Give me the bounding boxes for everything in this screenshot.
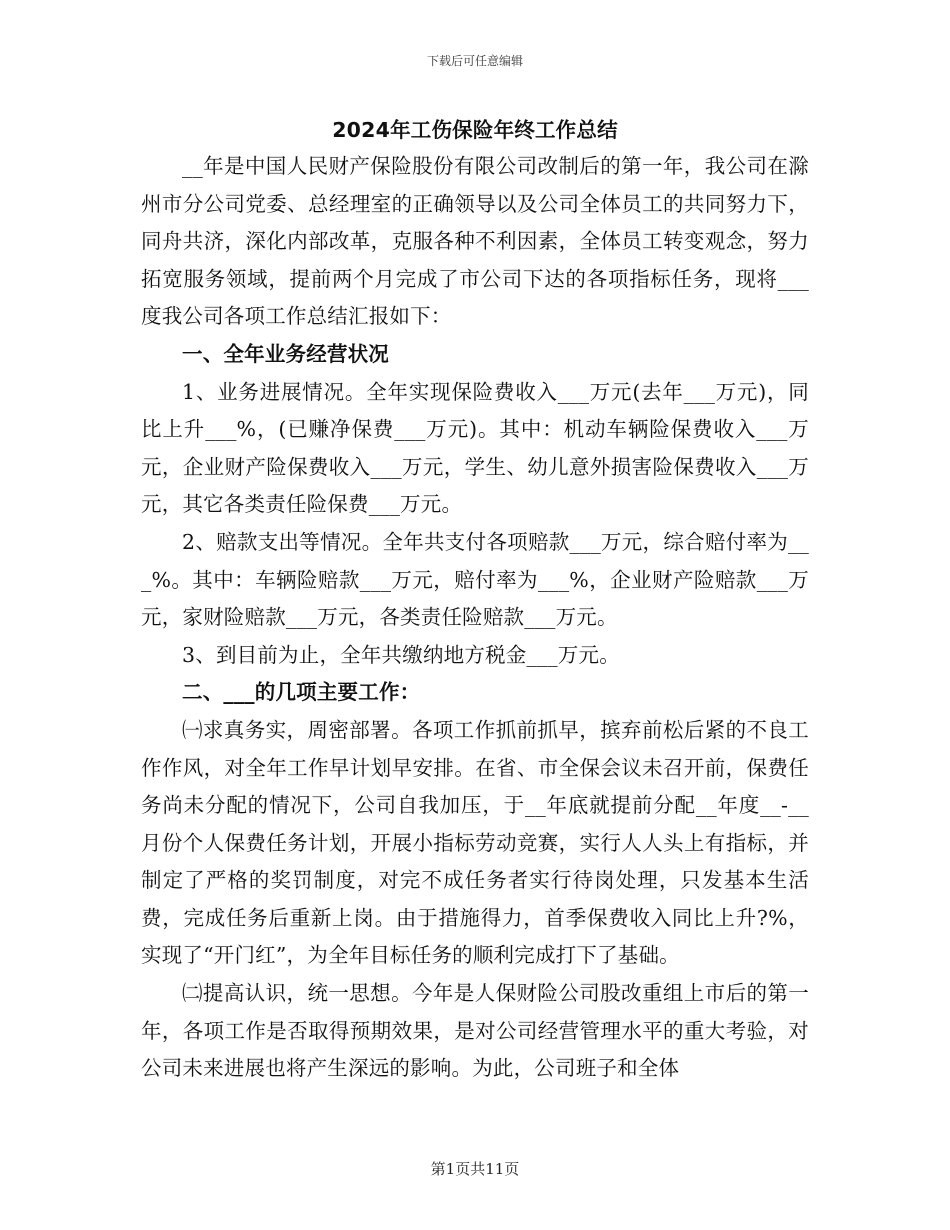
paragraph-claims: 2、赔款支出等情况。全年共支付各项赔款___万元，综合赔付率为___%。其中：车辆险赔款___万元，赔付率为___%，企业财产险赔款___万元，家财险赔款___万元，各类责任险赔款___万元。 bbox=[141, 529, 809, 630]
paragraph-work-1: ㈠求真务实，周密部署。各项工作抓前抓早，摈弃前松后紧的不良工作作风，对全年工作早计划早安排。在省、市全保会议未召开前，保费任务尚未分配的情况下，公司自我加压，于__年底就提前分配__年度__-__月份个人保费任务计划，开展小指标劳动竞赛，实行人人头上有指标，并制定了严格的奖罚制度，对完不成任务者实行待岗处理，只发基本生活费，完成任务后重新上岗。由于措施得力，首季保费收入同比上升?%，实现了“开门红”，为全年目标任务的顺利完成打下了基础。 bbox=[141, 717, 809, 968]
page-footer: 第1页共11页 bbox=[430, 1160, 520, 1178]
document-body bbox=[141, 112, 809, 1088]
page-header: 下载后可任意编辑 bbox=[426, 54, 523, 68]
paragraph-business-progress: 1、业务进展情况。全年实现保险费收入___万元(去年___万元)，同比上升___%，(已赚净保费___万元)。其中：机动车辆险保费收入___万元，企业财产险保费收入___万元，学生、幼儿意外损害险保费收入___万元，其它各类责任险保费___万元。 bbox=[141, 379, 809, 517]
paragraph-work-2: ㈡提高认识，统一思想。今年是人保财险公司股改重组上市后的第一年，各项工作是否取得预期效果，是对公司经营管理水平的重大考验，对公司未来进展也将产生深远的影响。为此，公司班子和全体 bbox=[141, 981, 809, 1081]
document-title: 2024年工伤保险年终工作总结 bbox=[332, 118, 618, 142]
section-heading-2: 二、___的几项主要工作： bbox=[182, 680, 421, 705]
section-heading-1: 一、全年业务经营状况 bbox=[182, 341, 389, 366]
paragraph-taxes: 3、到目前为止，全年共缴纳地方税金___万元。 bbox=[182, 642, 620, 667]
intro-paragraph: __年是中国人民财产保险股份有限公司改制后的第一年，我公司在滁州市分公司党委、总经理室的正确领导以及公司全体员工的共同努力下，同舟共济，深化内部改革，克服各种不利因素，全体员工转变观念，努力拓宽服务领域，提前两个月完成了市公司下达的各项指标任务，现将___度我公司各项工作总结汇报如下： bbox=[141, 154, 809, 329]
